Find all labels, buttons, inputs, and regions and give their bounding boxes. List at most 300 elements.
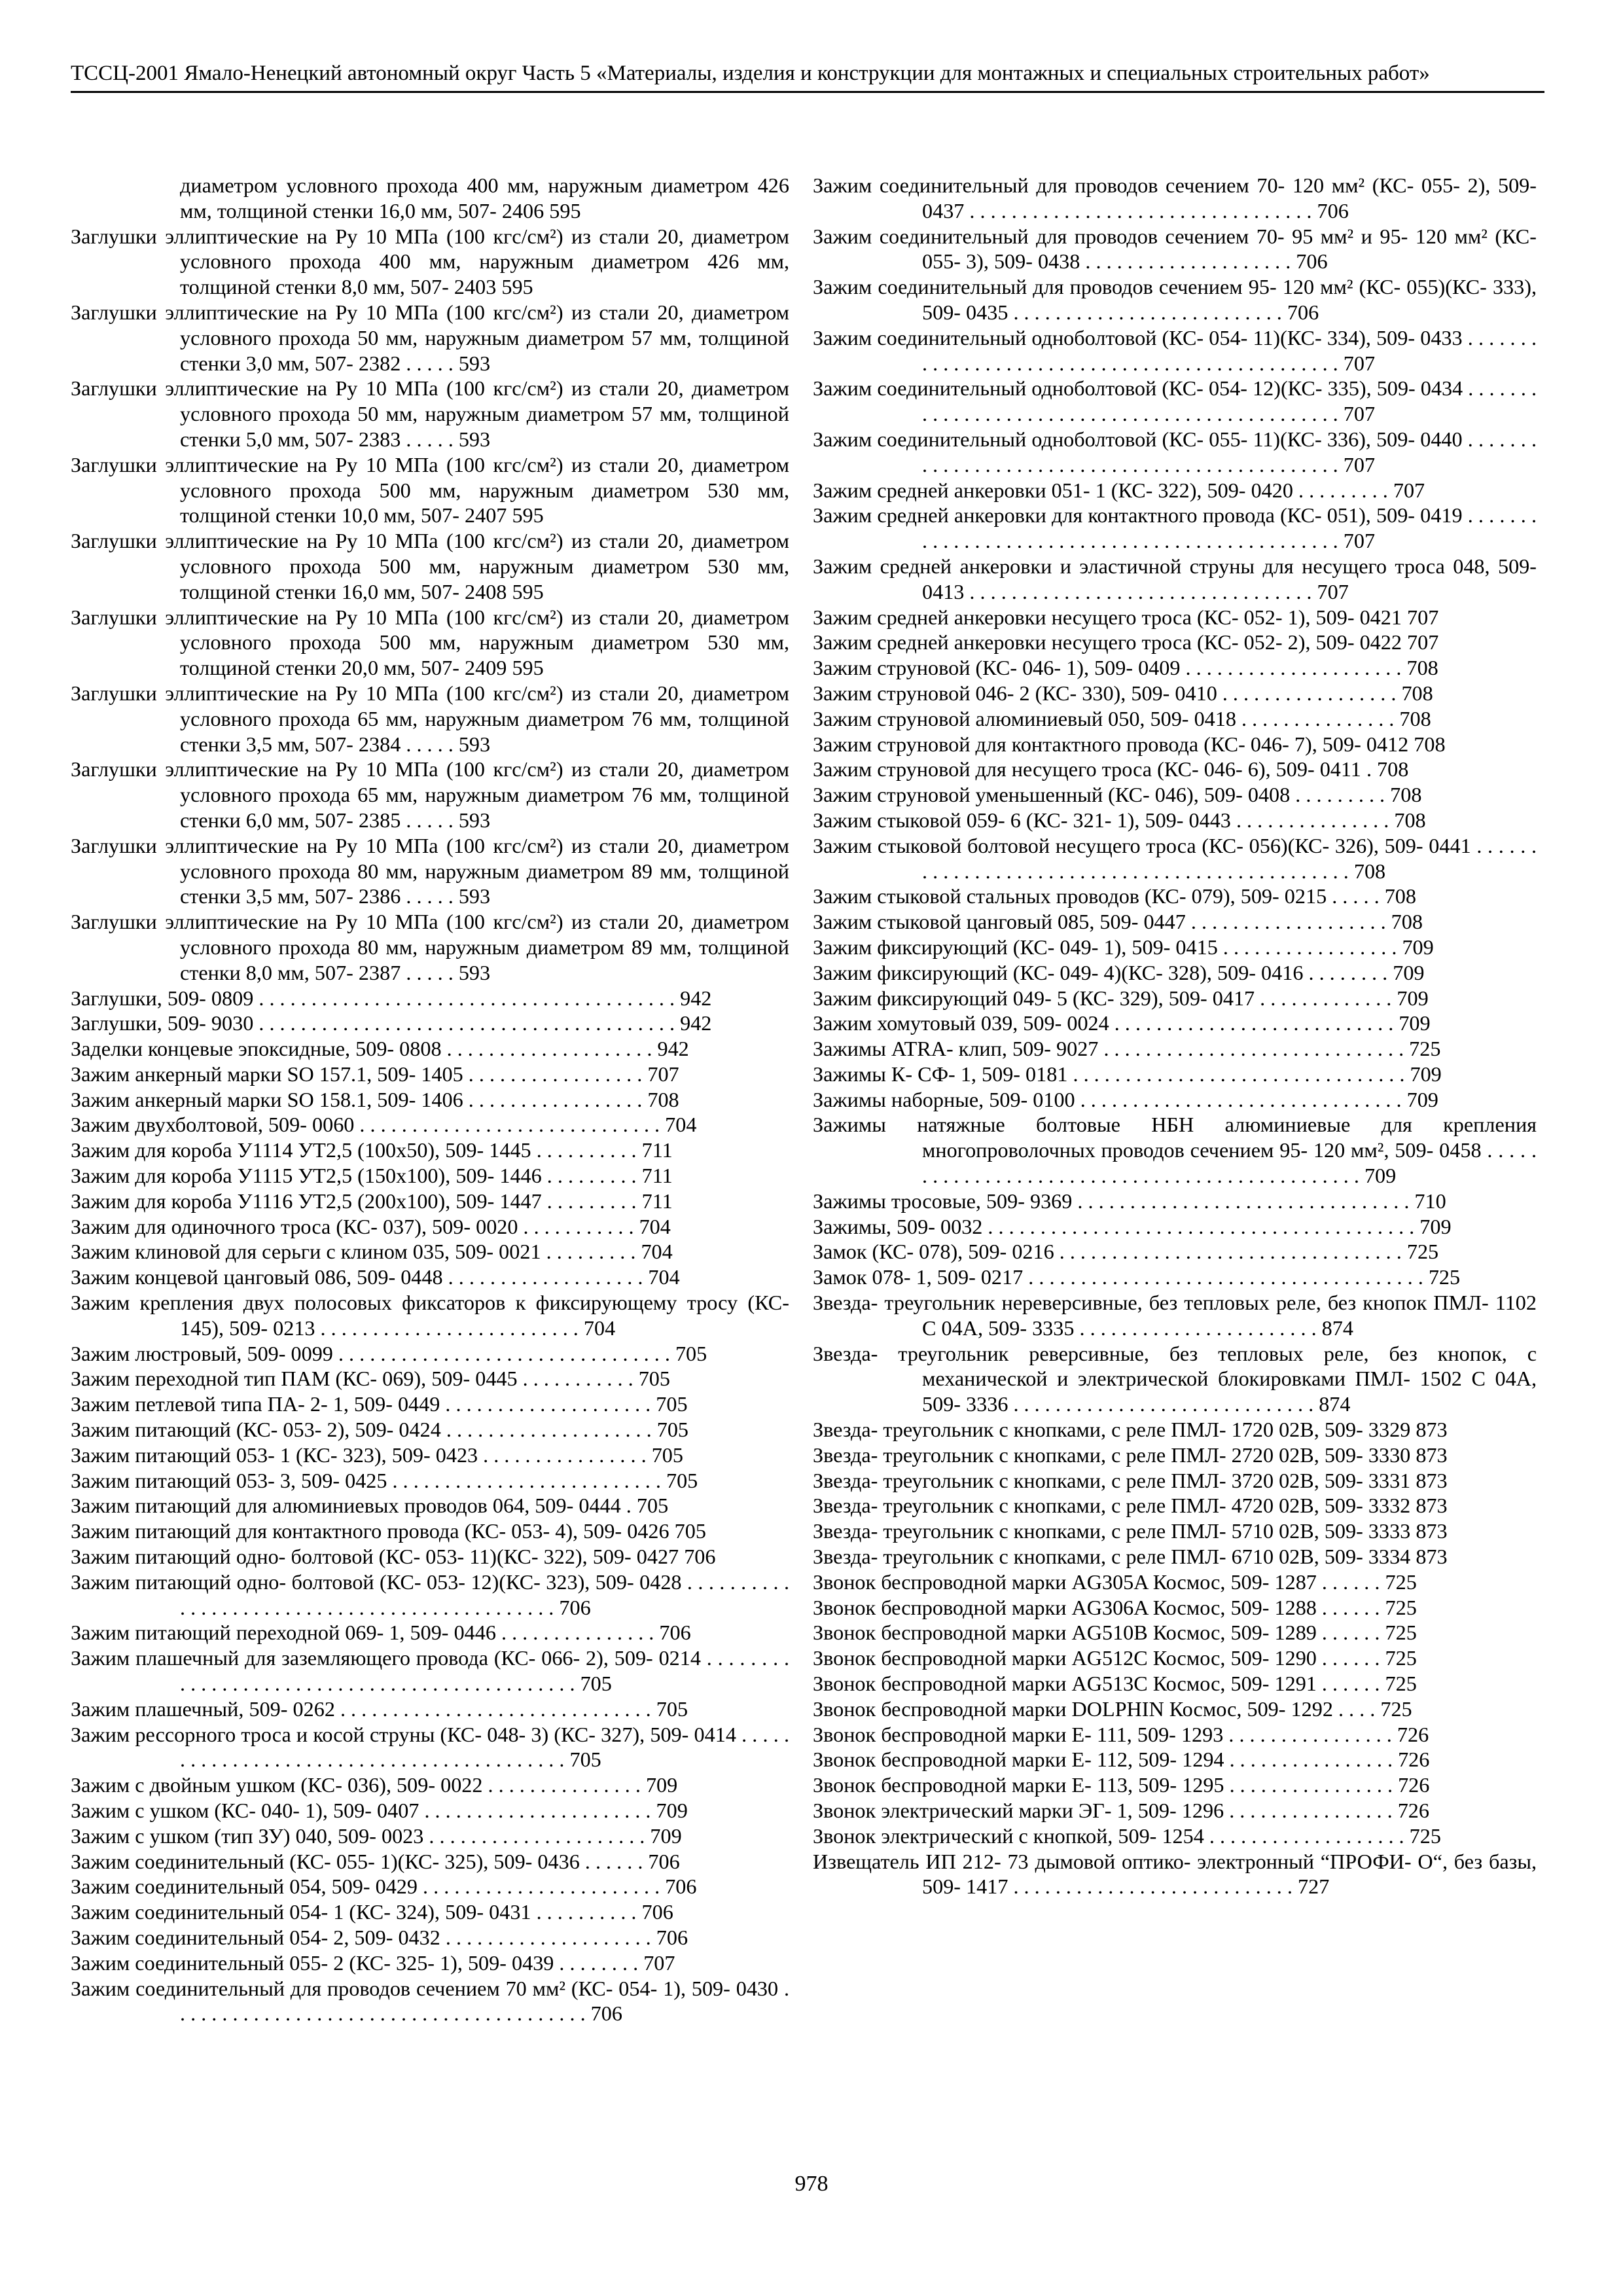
index-entry — [71, 1950, 789, 1976]
index-entry-text: Зажим переходной тип ПАМ (КС- 069), 509- 0445 . . . . . . . . . . . — [71, 1367, 633, 1391]
index-entry — [813, 1341, 1537, 1417]
index-entry-page: 708 — [1394, 808, 1426, 832]
page-number-text: 978 — [794, 2172, 829, 2196]
index-entry-text: Заглушки эллиптические на Ру 10 МПа (100 кгс/см²) из стали 20, диаметром условного прохода 65 мм, наружным диаметром 76 мм, толщиной стенки 3,5 мм, 507- 2384 . . . . . — [71, 681, 789, 756]
index-entry — [813, 325, 1537, 376]
index-entry-page: 942 — [680, 1011, 712, 1035]
index-entry — [813, 478, 1537, 503]
index-entry — [813, 757, 1537, 782]
index-entry-text: Зажим струновой (КС- 046- 1), 509- 0409 . . . . . . . . . . . . . . . . . . . . . — [813, 656, 1402, 680]
index-entry-page: 709 — [1410, 1062, 1442, 1086]
index-entry-text: Зажим клиновой для серьги с клином 035, 509- 0021 . . . . . . . . . — [71, 1240, 636, 1264]
index-entry — [813, 1062, 1537, 1087]
index-entry-page: 705 — [651, 1443, 683, 1467]
index-entry-text: Зажим плашечный для заземляющего провода (КС- 066- 2), 509- 0214 . . . . . . . . . . . . . . . . . . . . . . . . . . . . . . . . . . . . . . . . . . . . . . — [71, 1646, 789, 1696]
index-entry-page: 705 — [636, 1494, 669, 1518]
index-entry-page: 710 — [1414, 1189, 1446, 1213]
index-entry-text: Зажим питающий одно- болтовой (КС- 053- 12)(КС- 323), 509- 0428 . . . . . . . . . . . . . . . . . . . . . . . . . . . . . . . . . . . . . . . . . . . . . . — [71, 1570, 789, 1619]
index-entry-text: Зажимы К- СФ- 1, 509- 0181 . . . . . . . . . . . . . . . . . . . . . . . . . . . . . . . . — [813, 1062, 1405, 1086]
index-entry-page: 707 — [1407, 605, 1439, 629]
index-entry-text: Зажим средней анкеровки несущего троса (КС- 052- 1), 509- 0421 — [813, 605, 1402, 629]
index-entry-page: 725 — [1385, 1595, 1417, 1619]
index-entry — [71, 1493, 789, 1518]
index-entry-page: 593 — [458, 427, 491, 451]
index-entry-page: 593 — [458, 351, 491, 375]
index-entry — [813, 986, 1537, 1011]
index-entry-page: 874 — [1319, 1392, 1351, 1416]
index-entry-page: 708 — [1399, 706, 1431, 730]
index-entry — [813, 376, 1537, 427]
index-entry — [813, 1772, 1537, 1798]
index-entry-page: 726 — [1398, 1748, 1430, 1772]
index-entry-text: Звезда- треугольник с кнопками, с реле ПМЛ- 2720 02В, 509- 3330 — [813, 1443, 1411, 1467]
index-entry-page: 593 — [458, 808, 491, 832]
index-entry — [813, 909, 1537, 935]
index-entry — [813, 1722, 1537, 1748]
index-entry-text: Звонок электрический с кнопкой, 509- 1254 . . . . . . . . . . . . . . . . . . . — [813, 1823, 1404, 1848]
index-entry-page: 873 — [1416, 1418, 1448, 1442]
index-entry-text: Зажим питающий 053- 1 (КС- 323), 509- 0423 . . . . . . . . . . . . . . . . — [71, 1443, 647, 1467]
index-entry-page: 707 — [1343, 529, 1376, 553]
index-entry — [71, 1062, 789, 1087]
index-entry — [71, 1570, 789, 1621]
index-entry-page: 706 — [1317, 198, 1349, 223]
index-entry — [71, 1849, 789, 1874]
index-entry-text: Заглушки эллиптические на Ру 10 МПа (100 кгс/см²) из стали 20, диаметром условного прохода 50 мм, наружным диаметром 57 мм, толщиной стенки 3,0 мм, 507- 2382 . . . . . — [71, 300, 789, 375]
index-entry — [813, 1544, 1537, 1570]
index-entry-page: 726 — [1397, 1722, 1429, 1746]
index-entry — [813, 935, 1537, 960]
index-entry — [71, 909, 789, 985]
index-entry-page: 725 — [1385, 1570, 1417, 1594]
index-entry-page: 942 — [680, 986, 712, 1010]
index-entry-page: 726 — [1398, 1773, 1430, 1797]
index-entry — [71, 173, 789, 224]
index-entry-text: Зажим соединительный для проводов сечением 95- 120 мм² (КС- 055)(КС- 333), 509- 0435 . . . . . . . . . . . . . . . . . . . . . . . . . . — [813, 275, 1537, 324]
index-entry — [71, 1722, 789, 1773]
index-entry-page: 593 — [458, 884, 491, 908]
index-entry — [813, 1570, 1537, 1595]
index-entry-page: 595 — [501, 275, 533, 299]
index-entry-text: Зажим средней анкеровки 051- 1 (КС- 322), 509- 0420 . . . . . . . . . — [813, 478, 1388, 502]
index-entry-text: Зажим средней анкеровки и эластичной струны для несущего троса 048, 509- 0413 . . . . . . . . . . . . . . . . . . . . . . . . . . . . . . . . . — [813, 554, 1537, 603]
index-entry-text: Зажим соединительный 054, 509- 0429 . . . . . . . . . . . . . . . . . . . . . . . — [71, 1874, 660, 1899]
index-entry-page: 705 — [580, 1672, 612, 1696]
index-entry — [71, 376, 789, 452]
index-entry — [71, 1874, 789, 1899]
index-entry-text: Зажим анкерный марки SO 157.1, 509- 1405 . . . . . . . . . . . . . . . . . — [71, 1062, 643, 1086]
index-entry-text: Зажимы наборные, 509- 0100 . . . . . . . . . . . . . . . . . . . . . . . . . . . . . . . — [813, 1087, 1402, 1111]
index-entry-text: Зажим соединительный 054- 2, 509- 0432 . . . . . . . . . . . . . . . . . . . . — [71, 1925, 651, 1949]
index-entry-page: 873 — [1416, 1494, 1448, 1518]
index-entry-text: Звезда- треугольник с кнопками, с реле ПМЛ- 3720 02В, 509- 3331 — [813, 1468, 1411, 1492]
index-entry-text: Зажим питающий 053- 3, 509- 0425 . . . . . . . . . . . . . . . . . . . . . . . . . . — [71, 1468, 661, 1492]
index-entry — [813, 1518, 1537, 1544]
index-entry-text: Зажим соединительный 054- 1 (КС- 324), 509- 0431 . . . . . . . . . . — [71, 1900, 637, 1924]
index-entry-page: 725 — [1380, 1696, 1412, 1721]
index-entry — [71, 1899, 789, 1925]
index-entry — [71, 528, 789, 604]
index-entry-page: 705 — [656, 1696, 688, 1721]
index-entry-text: Зажим стыковой цанговый 085, 509- 0447 . . . . . . . . . . . . . . . . . . . — [813, 910, 1386, 934]
index-entry-text: Звезда- треугольник с кнопками, с реле ПМЛ- 4720 02В, 509- 3332 — [813, 1494, 1411, 1518]
index-entry-text: Зажим соединительный для проводов сечением 70 мм² (КС- 054- 1), 509- 0430 . . . . . . . . . . . . . . . . . . . . . . . . . . . . . . . . . . . . . . . . — [71, 1976, 789, 2026]
index-entry-text: Зажим питающий переходной 069- 1, 509- 0446 . . . . . . . . . . . . . . . — [71, 1621, 654, 1645]
index-entry-page: 595 — [512, 656, 544, 680]
index-entry-page: 707 — [643, 1950, 675, 1975]
index-entry-page: 873 — [1416, 1519, 1448, 1543]
index-entry-page: 727 — [1298, 1874, 1330, 1899]
index-entry — [71, 300, 789, 376]
index-entry-text: Зажим струновой алюминиевый 050, 509- 0418 . . . . . . . . . . . . . . . — [813, 706, 1395, 730]
index-entry-text: Зажим средней анкеровки несущего троса (КС- 052- 2), 509- 0422 — [813, 630, 1402, 655]
index-entry-text: Зажим струновой для несущего троса (КС- 046- 6), 509- 0411 . — [813, 757, 1372, 781]
index-entry — [813, 782, 1537, 808]
index-entry-text: Зажим анкерный марки SO 158.1, 509- 1406 . . . . . . . . . . . . . . . . . — [71, 1087, 643, 1111]
index-entry-text: Зажим для короба У1116 УТ2,5 (200х100), 509- 1447 . . . . . . . . . — [71, 1189, 637, 1213]
index-entry — [71, 1620, 789, 1645]
index-entry-text: Заглушки эллиптические на Ру 10 МПа (100 кгс/см²) из стали 20, диаметром условного прохода 65 мм, наружным диаметром 76 мм, толщиной стенки 6,0 мм, 507- 2385 . . . . . — [71, 757, 789, 832]
index-entry — [813, 1087, 1537, 1113]
index-entry — [813, 655, 1537, 681]
index-entry-text: Зажим для одиночного троса (КС- 037), 509- 0020 . . . . . . . . . . . — [71, 1214, 634, 1238]
index-entry-text: Звезда- треугольник с кнопками, с реле ПМЛ- 6710 02В, 509- 3334 — [813, 1545, 1411, 1569]
index-entry — [813, 1468, 1537, 1494]
index-entry — [71, 1265, 789, 1290]
index-entry-page: 704 — [639, 1214, 671, 1238]
index-entry — [71, 1772, 789, 1798]
index-entry-page: 708 — [1414, 732, 1446, 756]
index-entry-text: Зажим соединительный (КС- 055- 1)(КС- 325), 509- 0436 . . . . . . — [71, 1849, 643, 1873]
index-entry-text: Зажим петлевой типа ПА- 2- 1, 509- 0449 . . . . . . . . . . . . . . . . . . . . — [71, 1392, 651, 1416]
index-entry — [71, 1696, 789, 1722]
index-entry-text: Звезда- треугольник с кнопками, с реле ПМЛ- 1720 02В, 509- 3329 — [813, 1418, 1411, 1442]
index-entry-page: 706 — [684, 1545, 716, 1569]
index-entry-page: 707 — [647, 1062, 679, 1086]
index-entry — [813, 427, 1537, 478]
index-entry — [813, 1265, 1537, 1290]
header-title: ТССЦ-2001 Ямало-Ненецкий автономный округ Часть 5 «Материалы, изделия и конструкции для монтажных и специальных строительных работ» — [71, 62, 1430, 85]
index-entry — [813, 554, 1537, 605]
index-entry-text: Звонок беспроводной марки AG513C Космос, 509- 1291 . . . . . . — [813, 1672, 1380, 1696]
index-entry-text: Звезда- треугольник нереверсивные, без тепловых реле, без кнопок ПМЛ- 1102 С 04А, 509- 3335 . . . . . . . . . . . . . . . . . . . . . . . — [813, 1291, 1537, 1340]
index-column-right — [813, 173, 1537, 1899]
index-entry — [813, 274, 1537, 325]
index-entry-page: 709 — [1399, 1011, 1431, 1035]
index-entry — [813, 1112, 1537, 1188]
index-entry-text: Зажим с ушком (тип ЗУ) 040, 509- 0023 . . . . . . . . . . . . . . . . . . . . . — [71, 1823, 645, 1848]
index-entry — [71, 681, 789, 757]
index-entry — [71, 1366, 789, 1391]
index-entry-text: Звонок беспроводной марки DOLPHIN Космос, 509- 1292 . . . . — [813, 1696, 1376, 1721]
index-entry-text: Заделки концевые эпоксидные, 509- 0808 . . . . . . . . . . . . . . . . . . . . — [71, 1037, 652, 1061]
index-entry-text: Звонок беспроводной марки AG510B Космос, 509- 1289 . . . . . . — [813, 1621, 1380, 1645]
index-entry-text: Зажим питающий (КС- 053- 2), 509- 0424 . . . . . . . . . . . . . . . . . . . . — [71, 1418, 652, 1442]
index-entry-text: Звонок беспроводной марки AG306A Космос, 509- 1288 . . . . . . — [813, 1595, 1380, 1619]
index-entry — [71, 452, 789, 528]
index-entry-page: 708 — [1384, 884, 1416, 908]
index-entry-text: Зажим хомутовый 039, 509- 0024 . . . . . . . . . . . . . . . . . . . . . . . . . . . — [813, 1011, 1394, 1035]
index-entry-page: 705 — [674, 1519, 706, 1543]
index-entry-page: 725 — [1385, 1621, 1417, 1645]
index-entry — [813, 503, 1537, 554]
index-entry-text: Звезда- треугольник реверсивные, без тепловых реле, без кнопок, с механической и электрической блокировками ПМЛ- 1502 С 04А, 509- 3336 . . . . . . . . . . . . . . . . . . . . . . . . . . . . . — [813, 1341, 1537, 1416]
index-entry — [813, 1189, 1537, 1214]
index-entry-text: Зажим стыковой 059- 6 (КС- 321- 1), 509- 0443 . . . . . . . . . . . . . . . — [813, 808, 1389, 832]
index-entry-text: Звонок беспроводной марки AG305A Космос, 509- 1287 . . . . . . — [813, 1570, 1380, 1594]
index-entry — [71, 1823, 789, 1849]
index-entry-page: 873 — [1416, 1468, 1448, 1492]
index-entry-text: Зажим соединительный для проводов сечением 70- 95 мм² и 95- 120 мм² (КС- 055- 3), 509- 0438 . . . . . . . . . . . . . . . . . . . . — [813, 224, 1537, 274]
index-entry-page: 709 — [1419, 1214, 1452, 1238]
index-entry-page: 942 — [657, 1037, 689, 1061]
index-entry-text: Зажим фиксирующий (КС- 049- 4)(КС- 328), 509- 0416 . . . . . . . . — [813, 960, 1388, 984]
index-entry-page: 707 — [1393, 478, 1425, 502]
index-entry-text: Звонок беспроводной марки Е- 113, 509- 1295 . . . . . . . . . . . . . . . . — [813, 1773, 1393, 1797]
index-entry-page: 874 — [1321, 1316, 1353, 1340]
index-entry-page: 705 — [656, 1418, 689, 1442]
index-entry-page: 705 — [675, 1341, 707, 1365]
index-entry-page: 708 — [1390, 783, 1422, 807]
index-entry — [71, 1011, 789, 1036]
index-entry — [813, 1443, 1537, 1468]
index-entry — [71, 605, 789, 681]
index-entry-text: Зажимы, 509- 0032 . . . . . . . . . . . . . . . . . . . . . . . . . . . . . . . . . . . . . . . . . — [813, 1214, 1415, 1238]
index-entry-page: 706 — [590, 2001, 622, 2026]
index-entry-text: Заглушки эллиптические на Ру 10 МПа (100 кгс/см²) из стали 20, диаметром условного прохода 50 мм, наружным диаметром 57 мм, толщиной стенки 5,0 мм, 507- 2383 . . . . . — [71, 376, 789, 451]
index-entry — [813, 1214, 1537, 1240]
index-entry-text: Зажим соединительный одноболтовой (КС- 054- 12)(КС- 335), 509- 0434 . . . . . . . . . . . . . . . . . . . . . . . . . . . . . . . . . . . . . . . . . . . . . . . — [813, 376, 1537, 426]
index-entry-page: 706 — [641, 1900, 673, 1924]
index-entry — [813, 884, 1537, 909]
index-entry-text: диаметром условного прохода 400 мм, наружным диаметром 426 мм, толщиной стенки 16,0 мм, 507- 2406 — [180, 173, 789, 223]
index-entry-text: Зажим концевой цанговый 086, 509- 0448 . . . . . . . . . . . . . . . . . . . — [71, 1265, 643, 1289]
index-entry-page: 708 — [1406, 656, 1438, 680]
index-entry-text: Зажим фиксирующий (КС- 049- 1), 509- 0415 . . . . . . . . . . . . . . . . . — [813, 935, 1397, 959]
index-entry-text: Звонок беспроводной марки Е- 112, 509- 1294 . . . . . . . . . . . . . . . . — [813, 1748, 1393, 1772]
index-entry-text: Зажим стыковой болтовой несущего троса (КС- 056)(КС- 326), 509- 0441 . . . . . . . . . . . . . . . . . . . . . . . . . . . . . . . . . . . . . . . . . . . . . . . — [813, 833, 1537, 883]
index-entry — [71, 1443, 789, 1468]
index-entry — [813, 1011, 1537, 1036]
index-entry-page: 709 — [1364, 1164, 1397, 1188]
index-entry — [71, 1138, 789, 1163]
index-entry — [813, 960, 1537, 986]
index-entry-text: Зажим соединительный 055- 2 (КС- 325- 1), 509- 0439 . . . . . . . . — [71, 1950, 639, 1975]
index-entry-text: Звезда- треугольник с кнопками, с реле ПМЛ- 5710 02В, 509- 3333 — [813, 1519, 1411, 1543]
index-entry — [71, 1976, 789, 2027]
index-entry-page: 726 — [1397, 1799, 1429, 1822]
index-entry — [71, 1112, 789, 1138]
index-entry-page: 706 — [656, 1925, 688, 1949]
index-entry-text: Зажим с двойным ушком (КС- 036), 509- 0022 . . . . . . . . . . . . . . . — [71, 1773, 641, 1797]
index-entry-page: 873 — [1416, 1545, 1448, 1569]
index-entry — [813, 706, 1537, 732]
index-entry-page: 704 — [583, 1316, 616, 1340]
index-entry — [71, 1518, 789, 1544]
index-entry-text: Замок (КС- 078), 509- 0216 . . . . . . . . . . . . . . . . . . . . . . . . . . . . . . . . . — [813, 1240, 1402, 1264]
index-entry-text: Зажим стыковой стальных проводов (КС- 079), 509- 0215 . . . . . — [813, 884, 1380, 908]
index-entry-page: 705 — [666, 1468, 698, 1492]
index-entry-text: Зажим плашечный, 509- 0262 . . . . . . . . . . . . . . . . . . . . . . . . . . . . . . — [71, 1696, 651, 1721]
index-entry-text: Заглушки эллиптические на Ру 10 МПа (100 кгс/см²) из стали 20, диаметром условного прохода 500 мм, наружным диаметром 530 мм, толщиной стенки 16,0 мм, 507- 2408 — [71, 529, 789, 603]
index-entry-page: 873 — [1416, 1443, 1448, 1467]
index-entry — [71, 1645, 789, 1696]
index-entry-page: 725 — [1385, 1672, 1417, 1696]
index-entry-page: 706 — [1296, 249, 1328, 274]
index-entry — [71, 1087, 789, 1113]
index-entry — [813, 1417, 1537, 1443]
index-entry-page: 711 — [641, 1164, 673, 1188]
index-entry — [71, 1214, 789, 1240]
index-entry — [813, 1645, 1537, 1671]
index-entry — [813, 1493, 1537, 1518]
index-entry — [71, 1163, 789, 1189]
index-entry-text: Зажим средней анкеровки для контактного провода (КС- 051), 509- 0419 . . . . . . . . . . . . . . . . . . . . . . . . . . . . . . . . . . . . . . . . . . . . . . . — [813, 503, 1537, 553]
index-entry-page: 725 — [1428, 1265, 1461, 1289]
index-entry — [813, 1036, 1537, 1062]
index-entry — [813, 1595, 1537, 1621]
index-entry-text: Зажим фиксирующий 049- 5 (КС- 329), 509- 0417 . . . . . . . . . . . . . — [813, 986, 1392, 1010]
index-entry-page: 593 — [458, 960, 491, 984]
index-entry-page: 708 — [1377, 757, 1409, 781]
index-entry-page: 725 — [1409, 1823, 1441, 1848]
index-entry — [813, 630, 1537, 655]
index-entry-text: Зажимы ATRA- клип, 509- 9027 . . . . . . . . . . . . . . . . . . . . . . . . . . . . . — [813, 1037, 1404, 1061]
page-header — [71, 60, 1544, 93]
index-entry-page: 711 — [641, 1138, 673, 1162]
index-entry-page: 705 — [569, 1748, 601, 1772]
index-entry — [813, 1290, 1537, 1341]
index-entry-page: 709 — [1402, 935, 1434, 959]
index-entry-page: 707 — [1343, 351, 1376, 375]
index-entry-page: 595 — [512, 503, 544, 528]
index-entry — [813, 605, 1537, 630]
index-entry-page: 709 — [1393, 960, 1425, 984]
index-entry-page: 707 — [1343, 452, 1376, 476]
index-entry-text: Зажимы тросовые, 509- 9369 . . . . . . . . . . . . . . . . . . . . . . . . . . . . . . . . — [813, 1189, 1410, 1213]
index-entry-text: Зажим для короба У1115 УТ2,5 (150х100), 509- 1446 . . . . . . . . . — [71, 1164, 637, 1188]
index-entry — [813, 1798, 1537, 1823]
index-entry — [813, 1849, 1537, 1900]
index-entry-page: 725 — [1409, 1037, 1441, 1061]
index-entry-page: 709 — [1406, 1087, 1438, 1111]
index-entry — [71, 1417, 789, 1443]
index-entry-text: Зажим люстровый, 509- 0099 . . . . . . . . . . . . . . . . . . . . . . . . . . . . . . . . — [71, 1341, 670, 1365]
index-entry-page: 705 — [638, 1367, 670, 1391]
index-entry-page: 725 — [1385, 1646, 1417, 1670]
index-entry-text: Замок 078- 1, 509- 0217 . . . . . . . . . . . . . . . . . . . . . . . . . . . . . . . . . . . . . . — [813, 1265, 1423, 1289]
index-entry-page: 709 — [656, 1799, 688, 1822]
index-entry-page: 704 — [665, 1113, 697, 1137]
index-entry-text: Заглушки эллиптические на Ру 10 МПа (100 кгс/см²) из стали 20, диаметром условного прохода 80 мм, наружным диаметром 89 мм, толщиной стенки 8,0 мм, 507- 2387 . . . . . — [71, 910, 789, 984]
index-entry-text: Заглушки эллиптические на Ру 10 МПа (100 кгс/см²) из стали 20, диаметром условного прохода 400 мм, наружным диаметром 426 мм, толщиной стенки 8,0 мм, 507- 2403 — [71, 224, 789, 299]
index-entry-page: 704 — [641, 1240, 673, 1264]
index-entry-page: 595 — [549, 198, 581, 223]
index-entry — [71, 986, 789, 1011]
index-entry-text: Зажимы натяжные болтовые НБН алюминиевые для крепления многопроволочных проводов сечением 95- 120 мм², 509- 0458 . . . . . . . . . . . . . . . . . . . . . . . . . . . . . . . . . . . . . . . . . . . . . . . — [813, 1113, 1537, 1188]
index-entry — [71, 1239, 789, 1265]
index-entry-page: 593 — [458, 732, 491, 756]
index-entry — [813, 1239, 1537, 1265]
index-entry-page: 708 — [1353, 859, 1386, 883]
index-entry — [813, 1696, 1537, 1722]
index-entry — [71, 1290, 789, 1341]
index-entry — [71, 1925, 789, 1950]
index-entry-text: Заглушки эллиптические на Ру 10 МПа (100 кгс/см²) из стали 20, диаметром условного прохода 80 мм, наружным диаметром 89 мм, толщиной стенки 3,5 мм, 507- 2386 . . . . . — [71, 833, 789, 908]
index-entry-page: 707 — [1407, 630, 1439, 655]
index-entry — [71, 1468, 789, 1494]
index-entry-page: 711 — [641, 1189, 673, 1213]
index-entry — [71, 1798, 789, 1823]
index-entry-text: Зажим струновой для контактного провода (КС- 046- 7), 509- 0412 — [813, 732, 1409, 756]
index-entry-page: 709 — [650, 1823, 682, 1848]
index-entry-text: Звонок беспроводной марки Е- 111, 509- 1293 . . . . . . . . . . . . . . . . — [813, 1722, 1392, 1746]
index-entry-text: Зажим рессорного троса и косой струны (КС- 048- 3) (КС- 327), 509- 0414 . . . . . . . . . . . . . . . . . . . . . . . . . . . . . . . . . . . . . . . . . . — [71, 1722, 789, 1772]
index-entry-text: Извещатель ИП 212- 73 дымовой оптико- электронный “ПРОФИ- О“, без базы, 509- 1417 . . . . . . . . . . . . . . . . . . . . . . . . . . . — [813, 1849, 1537, 1899]
index-entry-text: Зажим питающий для контактного провода (КС- 053- 4), 509- 0426 — [71, 1519, 669, 1543]
index-entry — [71, 1189, 789, 1214]
page-number — [0, 2172, 1623, 2197]
index-entry — [813, 173, 1537, 224]
index-entry — [813, 1620, 1537, 1645]
index-entry-page: 706 — [559, 1595, 591, 1619]
index-entry-page: 706 — [648, 1849, 680, 1873]
index-entry — [71, 1391, 789, 1417]
index-entry-page: 708 — [1391, 910, 1423, 934]
index-entry-page: 708 — [647, 1087, 679, 1111]
index-entry — [813, 224, 1537, 275]
index-entry-text: Заглушки, 509- 9030 . . . . . . . . . . . . . . . . . . . . . . . . . . . . . . . . . . . . . . . . — [71, 1011, 675, 1035]
index-entry-text: Зажим соединительный одноболтовой (КС- 054- 11)(КС- 334), 509- 0433 . . . . . . . . . . . . . . . . . . . . . . . . . . . . . . . . . . . . . . . . . . . . . . . — [813, 325, 1537, 375]
index-entry — [813, 833, 1537, 884]
index-entry-text: Зажим соединительный одноболтовой (КС- 055- 11)(КС- 336), 509- 0440 . . . . . . . . . . . . . . . . . . . . . . . . . . . . . . . . . . . . . . . . . . . . . . . — [813, 427, 1537, 476]
index-entry — [71, 1544, 789, 1570]
index-entry-text: Звонок беспроводной марки AG512C Космос, 509- 1290 . . . . . . — [813, 1646, 1380, 1670]
index-entry — [813, 1823, 1537, 1849]
index-entry-text: Зажим с ушком (КС- 040- 1), 509- 0407 . . . . . . . . . . . . . . . . . . . . . . — [71, 1799, 651, 1822]
index-entry-page: 706 — [665, 1874, 697, 1899]
index-entry-page: 706 — [659, 1621, 691, 1645]
index-entry-page: 709 — [645, 1773, 678, 1797]
index-entry-text: Зажим струновой 046- 2 (КС- 330), 509- 0410 . . . . . . . . . . . . . . . . . — [813, 681, 1397, 705]
index-entry-text: Зажим двухболтовой, 509- 0060 . . . . . . . . . . . . . . . . . . . . . . . . . . . . . — [71, 1113, 660, 1137]
index-entry-text: Зажим питающий для алюминиевых проводов 064, 509- 0444 . — [71, 1494, 632, 1518]
index-entry — [813, 732, 1537, 757]
index-entry — [813, 1671, 1537, 1696]
index-entry — [71, 1036, 789, 1062]
index-entry-text: Заглушки, 509- 0809 . . . . . . . . . . . . . . . . . . . . . . . . . . . . . . . . . . . . . . . . — [71, 986, 675, 1010]
index-entry-page: 706 — [1287, 300, 1319, 324]
index-entry-page: 707 — [1343, 402, 1376, 426]
index-entry-text: Зажим струновой уменьшенный (КС- 046), 509- 0408 . . . . . . . . . — [813, 783, 1385, 807]
index-entry — [71, 833, 789, 909]
index-entry-text: Зажим питающий одно- болтовой (КС- 053- 11)(КС- 322), 509- 0427 — [71, 1545, 679, 1569]
index-entry — [71, 757, 789, 833]
index-entry — [813, 1747, 1537, 1772]
index-entry-text: Зажим крепления двух полосовых фиксаторов к фиксирующему тросу (КС- 145), 509- 0213 . . . . . . . . . . . . . . . . . . . . . . . . . — [71, 1291, 789, 1340]
index-column-left — [71, 173, 789, 2026]
index-entry-text: Зажим для короба У1114 УТ2,5 (100х50), 509- 1445 . . . . . . . . . . — [71, 1138, 637, 1162]
index-entry-page: 709 — [1397, 986, 1429, 1010]
index-entry — [71, 224, 789, 300]
index-entry-page: 725 — [1406, 1240, 1439, 1264]
index-entry-page: 595 — [512, 579, 544, 603]
index-entry-page: 705 — [656, 1392, 688, 1416]
index-entry-text: Зажим соединительный для проводов сечением 70- 120 мм² (КС- 055- 2), 509- 0437 . . . . . . . . . . . . . . . . . . . . . . . . . . . . . . . . . — [813, 173, 1537, 223]
index-entry — [813, 681, 1537, 706]
index-entry — [71, 1341, 789, 1367]
index-entry-page: 704 — [648, 1265, 680, 1289]
